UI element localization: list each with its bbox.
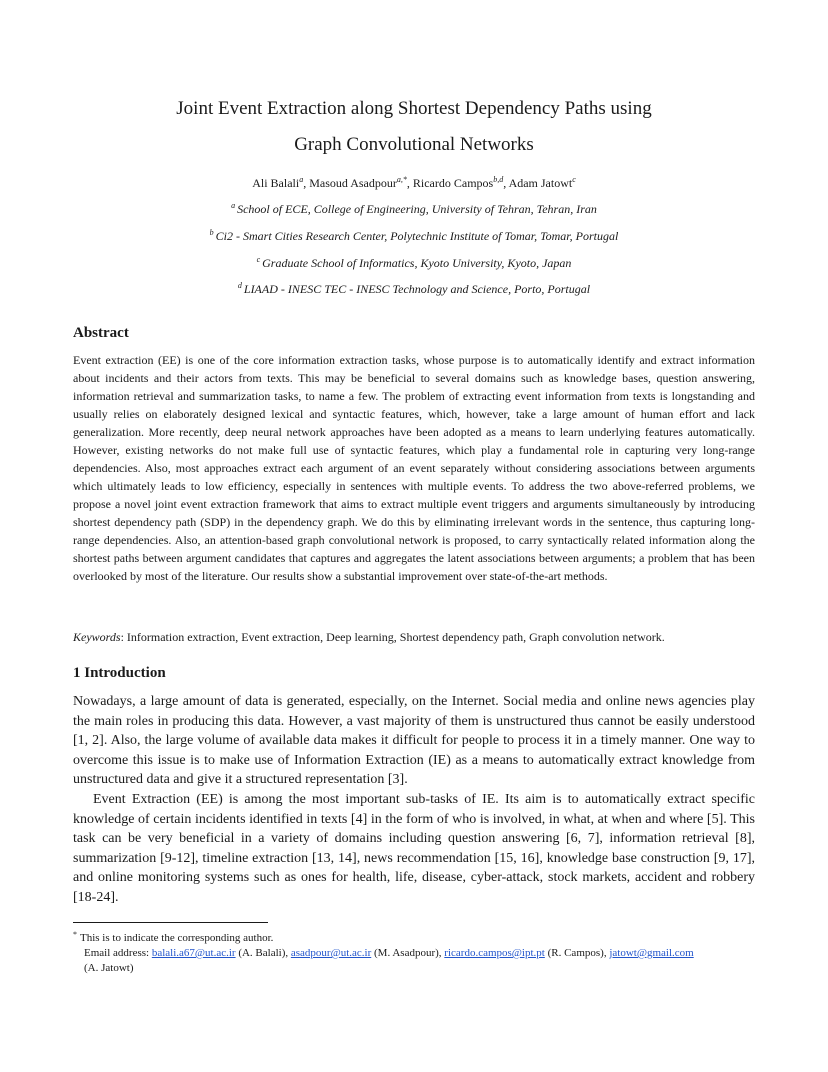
- introduction-paragraph: Event Extraction (EE) is among the most important sub-tasks of IE. Its aim is to automatically extract specific knowledge of certain incidents identified in texts [4] in the form of who is involved, in what, at when and where [5]. This task can be very beneficial in a variety of domains including question answering [6, 7], information retrieval [8], summarization [9-12], timeline extraction [13, 14], news recommendation [15, 16], knowledge base construction [9, 17], and online monitoring systems such as ones for health, life, disease, cyber-attack, stock markets, accident and robbery [18-24].: [73, 791, 755, 905]
- footnote-mark: *: [73, 930, 77, 939]
- abstract-heading: Abstract: [73, 325, 129, 341]
- email-link[interactable]: asadpour@ut.ac.ir: [290, 947, 372, 959]
- affiliation-text: School of ECE, College of Engineering, University of Tehran, Tehran, Iran: [237, 202, 597, 216]
- author-affiliation-mark: c: [572, 175, 576, 184]
- introduction-heading: 1 Introduction: [73, 665, 166, 681]
- email-link[interactable]: ricardo.campos@ipt.pt: [444, 947, 545, 959]
- email-label: Email address:: [84, 947, 150, 959]
- footnote-divider: [73, 922, 268, 923]
- email-owner: (M. Asadpour),: [374, 947, 442, 959]
- keywords-text: : Information extraction, Event extraction, Deep learning, Shortest dependency path, Graph convolution network.: [120, 630, 665, 644]
- author-affiliation-mark: a: [299, 175, 304, 184]
- keywords-label: Keywords: [73, 630, 121, 644]
- footnote-email-line: [73, 946, 763, 961]
- author-affiliation-mark: a,*: [396, 175, 407, 184]
- email-link[interactable]: jatowt@gmail.com: [609, 947, 694, 959]
- footnote-note-line: [73, 931, 763, 946]
- affiliation-text: Ci2 - Smart Cities Research Center, Polytechnic Institute of Tomar, Tomar, Portugal: [215, 229, 619, 243]
- affiliation: [0, 229, 828, 243]
- introduction-paragraph: Nowadays, a large amount of data is generated, especially, on the Internet. Social media and online news agencies play the main roles in producing this data. However, a vast majority of them is unstructured thus cannot be easily understood [1, 2]. Also, the large volume of available data makes it difficult for people to process it in a timely manner. One way to overcome this issue is to make use of Information Extraction (IE) as a means to automatically extract knowledge from unstructured data and give it a structured representation [3].: [73, 694, 755, 788]
- paper-title-line-2: Graph Convolutional Networks: [294, 134, 534, 155]
- footnote: [73, 931, 763, 976]
- affiliation: [0, 256, 828, 270]
- author-name: Ricardo Campos: [412, 176, 494, 190]
- email-link[interactable]: balali.a67@ut.ac.ir: [151, 947, 236, 959]
- paper-title-line-1: Joint Event Extraction along Shortest Dependency Paths using: [176, 98, 652, 119]
- email-owner: (R. Campos),: [547, 947, 607, 959]
- author-name: Ali Balali: [252, 176, 300, 190]
- affiliation-text: LIAAD - INESC TEC - INESC Technology and Science, Porto, Portugal: [243, 282, 591, 296]
- author-name: Adam Jatowt: [508, 176, 573, 190]
- footnote-email-owner-wrap: (A. Jatowt): [84, 962, 134, 974]
- affiliation-mark: c: [256, 255, 261, 264]
- email-owner: (A. Balali),: [238, 947, 289, 959]
- affiliation: [0, 282, 828, 296]
- affiliation-mark: b: [209, 228, 214, 237]
- affiliation-mark: a: [231, 201, 236, 210]
- affiliation-text: Graduate School of Informatics, Kyoto University, Kyoto, Japan: [262, 256, 572, 270]
- author-affiliation-mark: b,d: [493, 175, 504, 184]
- introduction-body: [73, 692, 755, 908]
- affiliation-mark: d: [237, 281, 242, 290]
- author-list: Ali Balali$^a$, Masoud Asadpour$^{a,*}$, Ricardo Campos$^{b,d}$, Adam Jatowt$^c$: [252, 175, 576, 190]
- footnote-note: This is to indicate the corresponding author.: [80, 932, 274, 944]
- abstract-text: Event extraction (EE) is one of the core information extraction tasks, whose purpose is to automatically identify and extract information about incidents and their actors from texts. This may be beneficial to several domains such as knowledge bases, question answering, information retrieval and summarization tasks, to name a few. The problem of extracting event information from texts is longstanding and usually relies on elaborately designed lexical and syntactic features, which, however, take a large amount of human effort and lack generalization. More recently, deep neural network approaches have been adopted as a means to learn underlying features automatically. However, existing networks do not make full use of syntactic features, which play a fundamental role in capturing very long-range dependencies. Also, most approaches extract each argument of an event separately without considering associations between arguments which ultimately leads to low efficiency, especially in sentences with multiple events. To address the two above-referred problems, we propose a novel joint event extraction framework that aims to extract multiple event triggers and arguments simultaneously by introducing shortest dependency path (SDP) in the dependency graph. We do this by eliminating irrelevant words in the sentence, thus capturing long-range dependencies. Also, an attention-based graph convolutional network is proposed, to carry syntactically related information along the shortest paths between argument candidates that captures and aggregates the latent associations between arguments; a problem that has been overlooked by most of the literature. Our results show a substantial improvement over state-of-the-art methods.: [73, 353, 755, 583]
- author-name: Masoud Asadpour: [309, 176, 397, 190]
- keywords: [73, 629, 763, 645]
- affiliation: [0, 202, 828, 216]
